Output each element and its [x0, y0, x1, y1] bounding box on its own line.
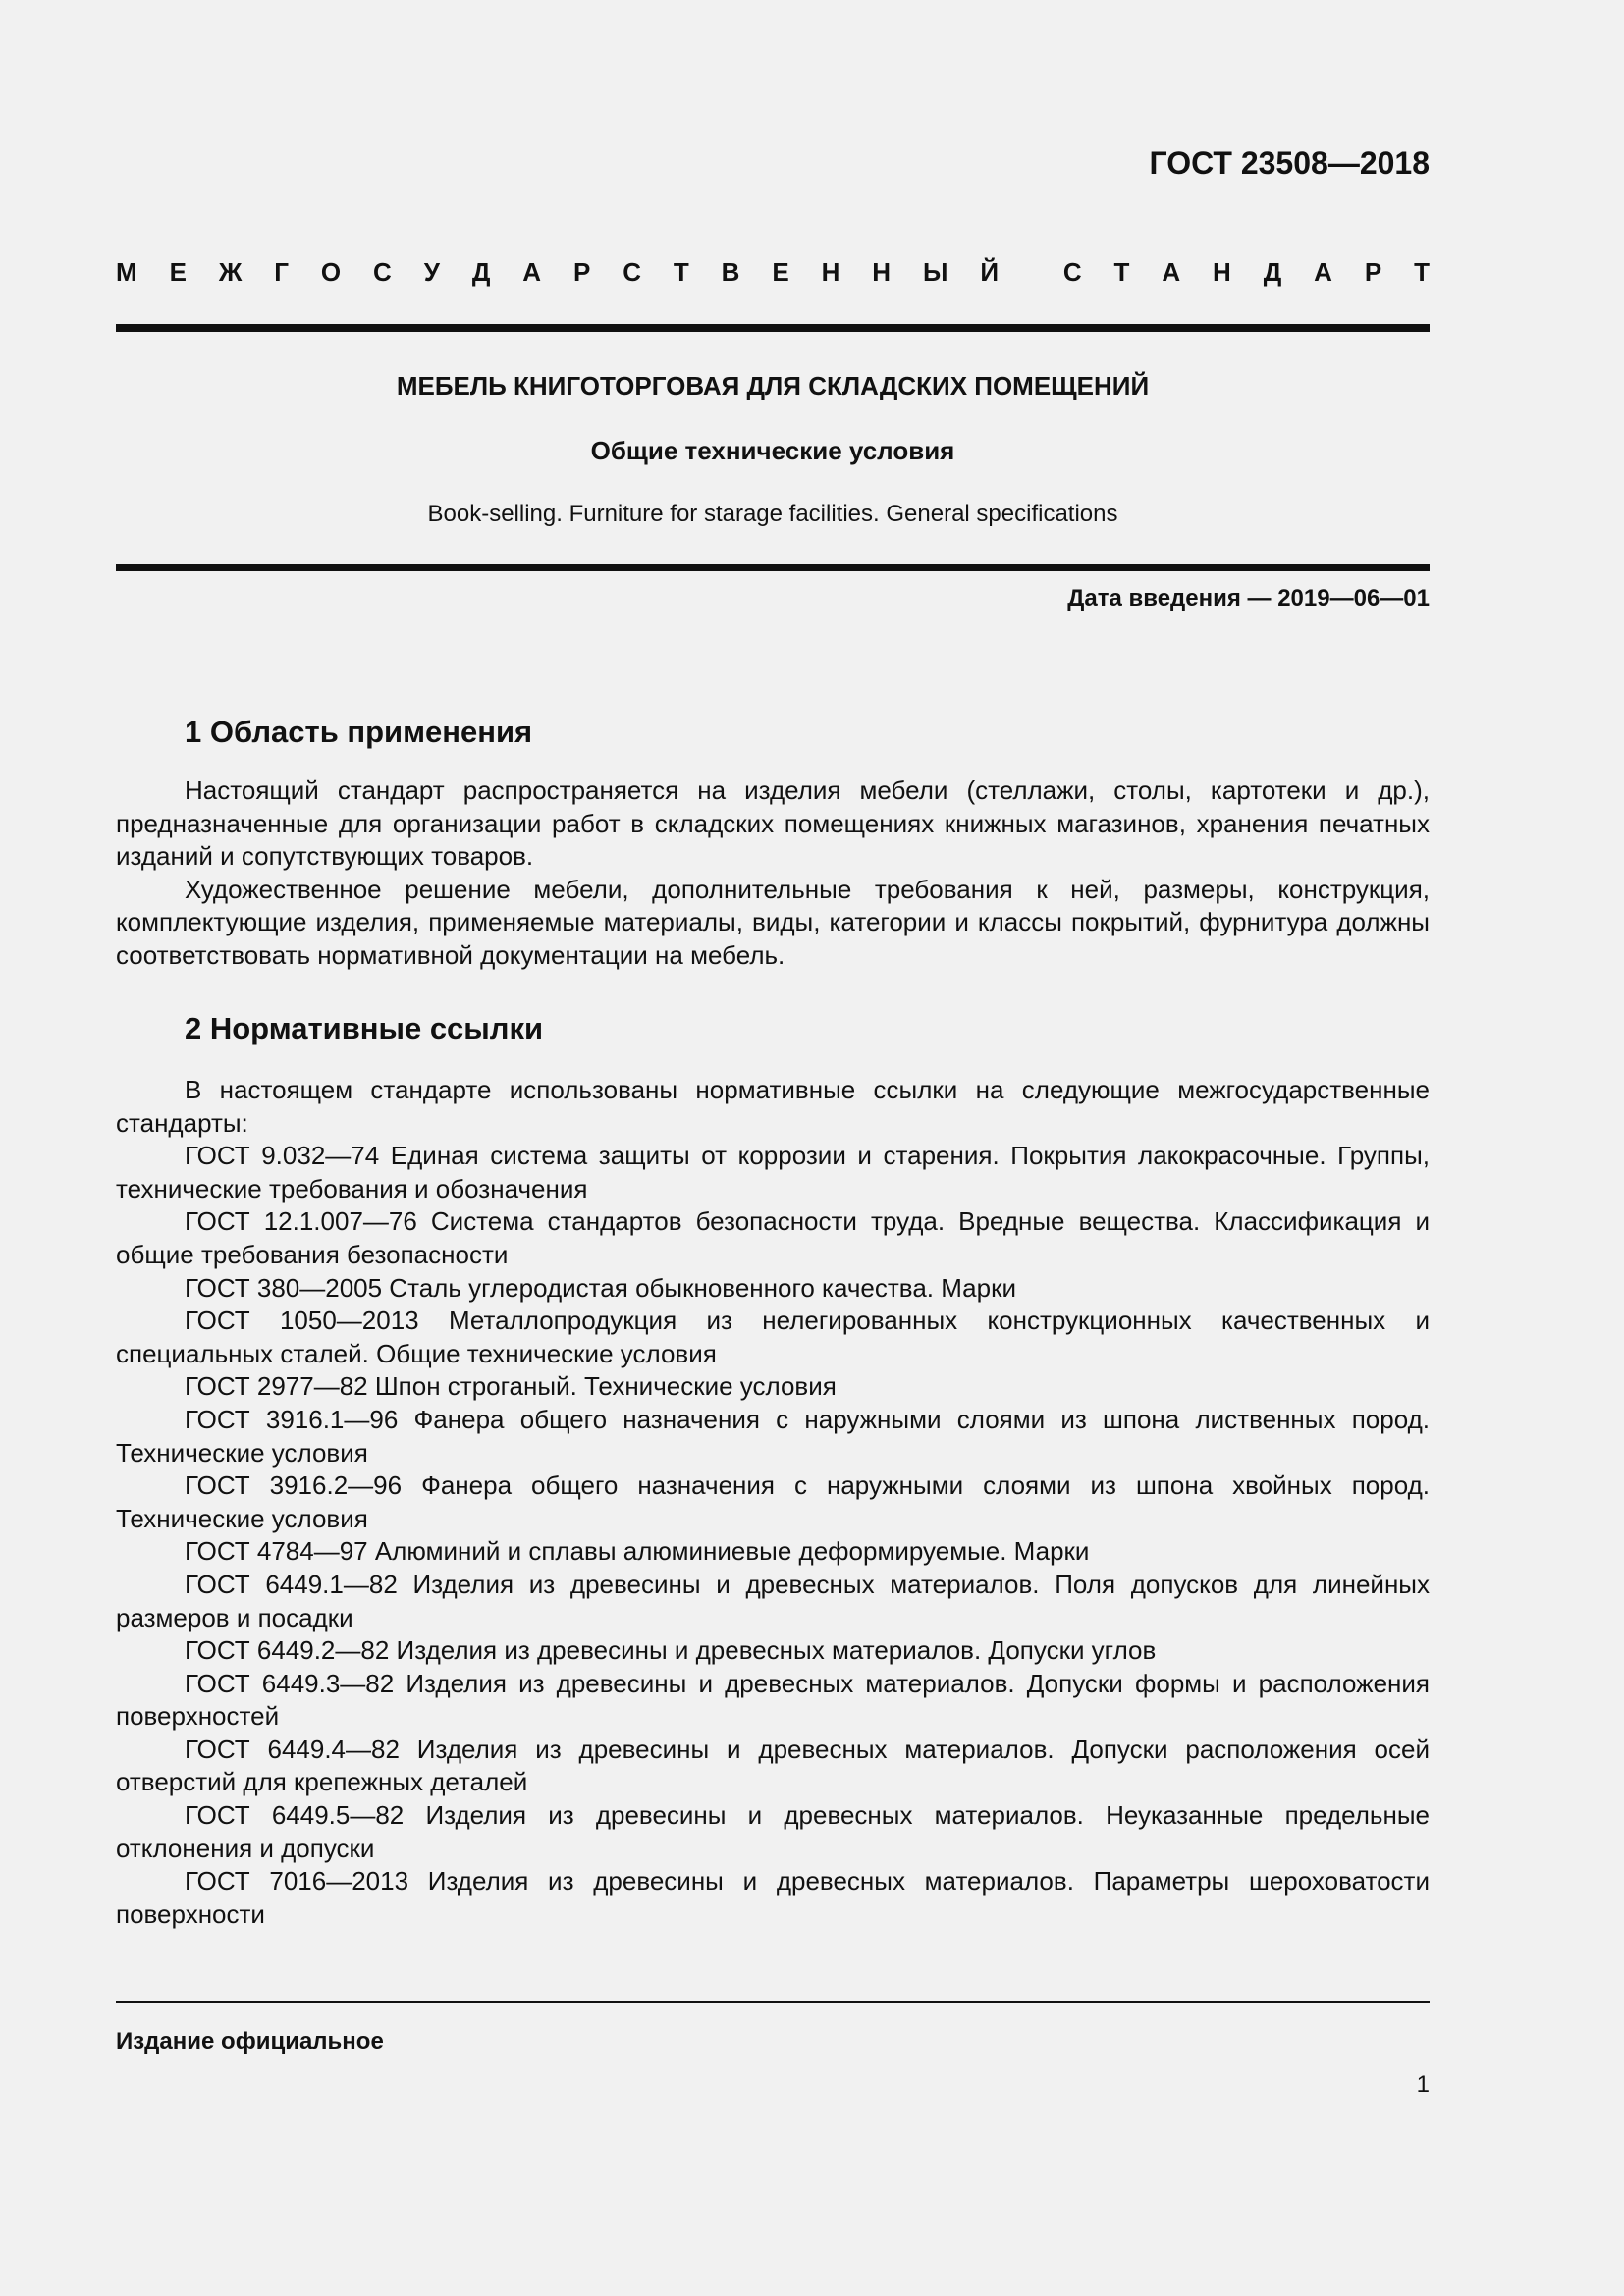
standard-type-letter: Н	[1213, 257, 1231, 287]
document-subtitle: Общие технические условия	[590, 436, 955, 465]
standard-type-letter: С	[623, 257, 641, 287]
section-heading: 2 Нормативные ссылки	[185, 1011, 544, 1045]
document-page	[116, 0, 1430, 2296]
reference-item: ГОСТ 6449.2—82 Изделия из древесины и древесных материалов. Допуски углов	[185, 1635, 1157, 1666]
reference-item: ГОСТ 12.1.007—76 Система стандартов безопасности труда. Вредные вещества. Классификация и общие требования безопасности	[116, 1206, 1430, 1269]
page-number: 1	[1416, 2071, 1430, 2098]
reference-item: ГОСТ 9.032—74 Единая система защиты от коррозии и старения. Покрытия лакокрасочные. Группы, технические требования и обозначения	[116, 1141, 1430, 1203]
header-divider	[116, 324, 1430, 332]
standard-type-letter: Е	[169, 257, 187, 287]
section-heading: 1 Область применения	[185, 715, 533, 749]
reference-item: ГОСТ 6449.1—82 Изделия из древесины и древесных материалов. Поля допусков для линейных размеров и посадки	[116, 1569, 1430, 1632]
standard-type-letter: Р	[572, 257, 591, 287]
section-body	[116, 1074, 1430, 1931]
standard-type-letter: Д	[1263, 257, 1282, 287]
reference-item: ГОСТ 6449.5—82 Изделия из древесины и древесных материалов. Неуказанные предельные отклонения и допуски	[116, 1800, 1430, 1863]
footer-divider	[116, 2001, 1430, 2003]
standard-type-letter: Т	[1414, 257, 1430, 287]
standard-type-letter: М	[116, 257, 137, 287]
standard-type-letter: Т	[673, 257, 689, 287]
standard-type-letter: А	[522, 257, 542, 287]
standard-type-letter: Ж	[218, 257, 243, 287]
standard-type-letter: Н	[872, 257, 892, 287]
edition-label: Издание официальное	[116, 2028, 384, 2055]
standard-type-letter: Д	[471, 257, 491, 287]
standard-type-heading	[116, 257, 1430, 288]
section-body	[116, 774, 1430, 973]
standard-type-letter: Ы	[922, 257, 948, 287]
paragraph: В настоящем стандарте использованы нормативные ссылки на следующие межгосударственные стандарты:	[116, 1075, 1430, 1138]
standard-type-letter: Р	[1364, 257, 1382, 287]
reference-item: ГОСТ 6449.4—82 Изделия из древесины и древесных материалов. Допуски расположения осей отверстий для крепежных деталей	[116, 1734, 1430, 1797]
standard-type-letter: А	[1162, 257, 1181, 287]
standard-type-letter: Т	[1113, 257, 1130, 287]
standard-type-letter: У	[423, 257, 440, 287]
document-code: ГОСТ 23508—2018	[1149, 145, 1430, 181]
reference-item: ГОСТ 3916.2—96 Фанера общего назначения с наружными слоями из шпона хвойных пород. Технические условия	[116, 1470, 1430, 1533]
reference-item: ГОСТ 7016—2013 Изделия из древесины и древесных материалов. Параметры шероховатости поверхности	[116, 1866, 1430, 1929]
reference-item: ГОСТ 1050—2013 Металлопродукция из нелегированных конструкционных качественных и специальных сталей. Общие технические условия	[116, 1306, 1430, 1368]
reference-item: ГОСТ 4784—97 Алюминий и сплавы алюминиевые деформируемые. Марки	[185, 1536, 1090, 1567]
reference-item: ГОСТ 3916.1—96 Фанера общего назначения с наружными слоями из шпона лиственных пород. Технические условия	[116, 1404, 1430, 1468]
reference-item: ГОСТ 380—2005 Сталь углеродистая обыкновенного качества. Марки	[185, 1272, 1016, 1303]
standard-type-letter: А	[1314, 257, 1332, 287]
standard-type-letter: Е	[772, 257, 789, 287]
standard-type-letter: Н	[821, 257, 840, 287]
document-title-english: Book-selling. Furniture for starage facilities. General specifications	[427, 501, 1118, 527]
reference-item: ГОСТ 6449.3—82 Изделия из древесины и древесных материалов. Допуски формы и расположения поверхностей	[116, 1668, 1430, 1732]
title-divider	[116, 564, 1430, 571]
reference-item: ГОСТ 2977—82 Шпон строганый. Технические условия	[185, 1371, 837, 1402]
paragraph: Художественное решение мебели, дополнительные требования к ней, размеры, конструкция, комплектующие изделия, применяемые материалы, виды, категории и классы покрытий, фурнитура должны соответствовать нормативной документации на мебель.	[116, 874, 1430, 970]
standard-type-letter: С	[1062, 257, 1082, 287]
document-title: МЕБЕЛЬ КНИГОТОРГОВАЯ ДЛЯ СКЛАДСКИХ ПОМЕЩЕНИЙ	[396, 371, 1150, 400]
standard-type-letter: С	[373, 257, 392, 287]
standard-type-letter: В	[721, 257, 740, 287]
paragraph: Настоящий стандарт распространяется на изделия мебели (стеллажи, столы, картотеки и др.), предназначенные для организации работ в складских помещениях книжных магазинов, хранения печатных изданий и сопутствующих товаров.	[116, 775, 1430, 872]
introduction-date: Дата введения — 2019—06—01	[1067, 585, 1430, 612]
standard-type-letter: Г	[274, 257, 289, 287]
standard-type-letter: О	[320, 257, 342, 287]
standard-type-letter: Й	[980, 257, 1000, 287]
